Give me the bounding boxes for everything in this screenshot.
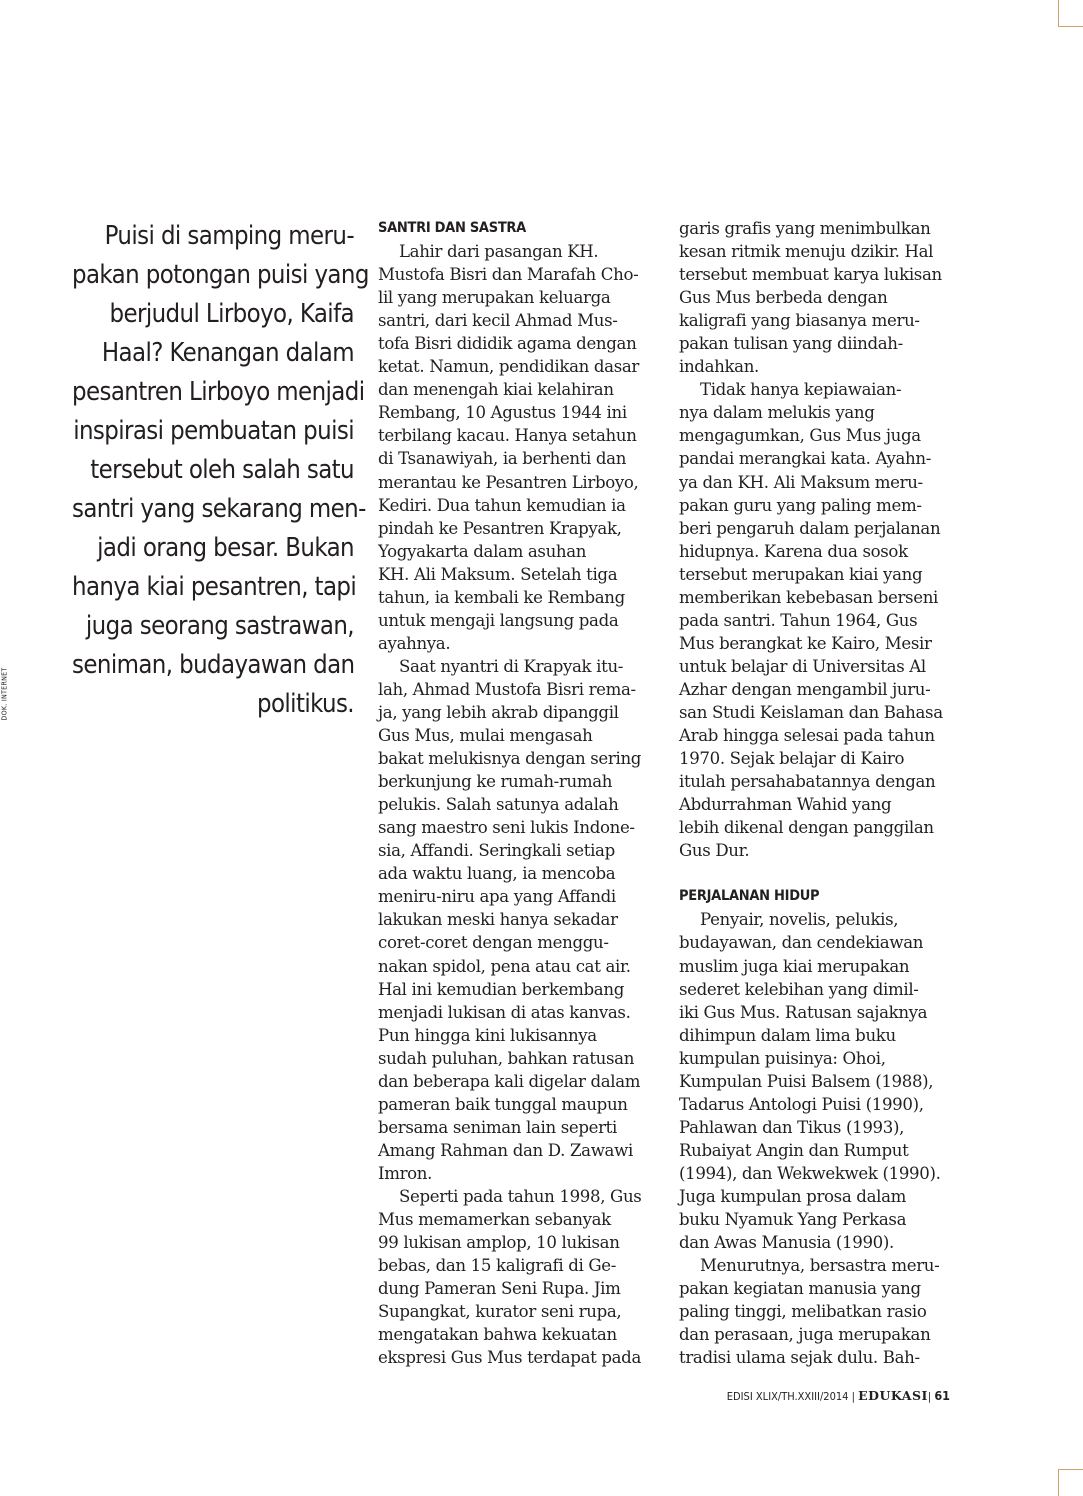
body-text-line: Rembang, 10 Agustus 1944 ini — [378, 403, 627, 423]
body-text-line: dan perasaan, juga merupakan — [679, 1325, 931, 1345]
body-text-line: ayahnya. — [378, 633, 451, 653]
body-text-line: Yogyakarta dalam asuhan — [378, 541, 587, 561]
body-text-line: sudah puluhan, bahkan ratusan — [378, 1048, 635, 1068]
body-text-line: lebih dikenal dengan panggilan — [679, 818, 934, 838]
pull-quote-line: Haal? Kenangan dalam — [101, 338, 354, 368]
body-text-line: tradisi ulama sejak dulu. Bah- — [679, 1348, 920, 1368]
body-text-line: Gus Dur. — [679, 841, 750, 861]
body-text-line: Lahir dari pasangan KH. — [399, 242, 599, 262]
body-text-line: iki Gus Mus. Ratusan sajaknya — [679, 1002, 928, 1022]
body-text-line: budayawan, dan cendekiawan — [679, 933, 924, 953]
body-text-line: bakat melukisnya dengan sering — [378, 749, 642, 769]
photo-credit: DOK. INTERNET — [0, 667, 9, 721]
body-text-line: pada santri. Tahun 1964, Gus — [679, 610, 918, 630]
body-text-line: kumpulan puisinya: Ohoi, — [679, 1048, 886, 1068]
column-2-body-a — [679, 217, 959, 862]
pull-quote-line: berjudul Lirboyo, Kaifa — [109, 299, 354, 329]
body-text-line: ada waktu luang, ia mencoba — [378, 864, 616, 884]
body-text-line: ja, yang lebih akrab dipanggil — [378, 702, 619, 722]
crop-mark-bottom — [1058, 1469, 1083, 1496]
column-2-body-b — [679, 908, 959, 1369]
crop-mark-top — [1058, 0, 1083, 27]
body-text-line: sang maestro seni lukis Indone- — [378, 818, 635, 838]
pull-quote-line: pesantren Lirboyo menjadi — [72, 377, 365, 407]
body-text-line: dihimpun dalam lima buku — [679, 1025, 896, 1045]
body-text-line: nakan spidol, pena atau cat air. — [378, 956, 631, 976]
body-text-line: di Tsanawiyah, ia berhenti dan — [378, 449, 627, 469]
magazine-name: EDUKASI — [858, 1388, 928, 1403]
body-text-line: paling tinggi, melibatkan rasio — [679, 1302, 927, 1322]
body-text-line: pelukis. Salah satunya adalah — [378, 795, 619, 815]
body-text-line: itulah persahabatannya dengan — [679, 772, 936, 792]
body-text-line: buku Nyamuk Yang Perkasa — [679, 1210, 907, 1230]
body-text-line: Menurutnya, bersastra meru- — [700, 1256, 940, 1276]
body-text-line: pameran baik tunggal maupun — [378, 1094, 628, 1114]
pull-quote — [72, 217, 369, 724]
body-text-line: pakan kegiatan manusia yang — [679, 1279, 921, 1299]
body-text-line: memberikan kebebasan berseni — [679, 587, 938, 607]
body-text-line: Hal ini kemudian berkembang — [378, 979, 624, 999]
body-text-line: Mus memamerkan sebanyak — [378, 1210, 611, 1230]
body-text-line: mengatakan bahwa kekuatan — [378, 1325, 617, 1345]
article-column-2 — [679, 217, 959, 1369]
body-text-line: pakan tulisan yang diindah- — [679, 334, 903, 354]
body-text-line: Amang Rahman dan D. Zawawi — [378, 1140, 633, 1160]
body-text-line: bersama seniman lain seperti — [378, 1117, 617, 1137]
body-text-line: Abdurrahman Wahid yang — [679, 795, 892, 815]
body-text-line: Imron. — [378, 1163, 433, 1183]
footer-separator: | — [851, 1390, 855, 1403]
body-text-line: ekspresi Gus Mus terdapat pada — [378, 1348, 641, 1368]
body-text-line: meniru-niru apa yang Affandi — [378, 887, 616, 907]
page-number: 61 — [934, 1388, 950, 1403]
body-text-line: san Studi Keislaman dan Bahasa — [679, 702, 943, 722]
issue-label: EDISI XLIX/TH.XXIII/2014 — [726, 1390, 849, 1403]
pull-quote-line: politikus. — [257, 689, 354, 719]
body-text-line: ketat. Namun, pendidikan dasar — [378, 357, 639, 377]
body-text-line: Gus Mus berbeda dengan — [679, 288, 888, 308]
body-text-line: lakukan meski hanya sekadar — [378, 910, 618, 930]
body-text-line: Kumpulan Puisi Balsem (1988), — [679, 1071, 934, 1091]
column-1-body — [378, 240, 658, 1369]
body-text-line: muslim juga kiai merupakan — [679, 956, 910, 976]
article-column-1 — [378, 217, 658, 1369]
body-text-line: garis grafis yang menimbulkan — [679, 219, 931, 238]
pull-quote-line: inspirasi pembuatan puisi — [73, 416, 354, 446]
body-text-line: Seperti pada tahun 1998, Gus — [399, 1186, 642, 1206]
body-text-line: berkunjung ke rumah-rumah — [378, 772, 613, 792]
body-text-line: Kediri. Dua tahun kemudian ia — [378, 495, 626, 515]
body-text-line: kesan ritmik menuju dzikir. Hal — [679, 242, 934, 262]
body-text-line: tofa Bisri dididik agama dengan — [378, 334, 637, 354]
body-text-line: untuk belajar di Universitas Al — [679, 656, 926, 676]
body-text-line: Saat nyantri di Krapyak itu- — [399, 656, 624, 676]
body-text-line: coret-coret dengan menggu- — [378, 933, 609, 953]
body-text-line: Rubaiyat Angin dan Rumput — [679, 1140, 909, 1160]
paragraph-gap — [679, 862, 959, 885]
pull-quote-line: jadi orang besar. Bukan — [97, 533, 354, 563]
body-text-line: lil yang merupakan keluarga — [378, 288, 611, 308]
pull-quote-line: tersebut oleh salah satu — [90, 455, 354, 485]
body-text-line: merantau ke Pesantren Lirboyo, — [378, 472, 639, 492]
body-text-line: Supangkat, kurator seni rupa, — [378, 1302, 622, 1322]
body-text-line: dan menengah kiai kelahiran — [378, 380, 614, 400]
body-text-line: Azhar dengan mengambil juru- — [679, 679, 931, 699]
body-text-line: pandai merangkai kata. Ayahn- — [679, 449, 931, 469]
pull-quote-line: pakan potongan puisi yang — [72, 260, 369, 290]
body-text-line: (1994), dan Wekwekwek (1990). — [679, 1163, 941, 1183]
body-text-line: tersebut membuat karya lukisan — [679, 265, 942, 285]
footer-separator: | — [927, 1390, 932, 1403]
pull-quote-line: Puisi di samping meru- — [104, 221, 354, 251]
body-text-line: lah, Ahmad Mustofa Bisri rema- — [378, 679, 636, 699]
body-text-line: dung Pameran Seni Rupa. Jim — [378, 1279, 621, 1299]
body-text-line: dan Awas Manusia (1990). — [679, 1233, 894, 1253]
body-text-line: bebas, dan 15 kaligrafi di Ge- — [378, 1256, 617, 1276]
body-text-line: Pahlawan dan Tikus (1993), — [679, 1117, 904, 1137]
body-text-line: santri, dari kecil Ahmad Mus- — [378, 311, 618, 331]
body-text-line: Juga kumpulan prosa dalam — [679, 1186, 907, 1206]
body-text-line: nya dalam melukis yang — [679, 403, 875, 423]
body-text-line: 1970. Sejak belajar di Kairo — [679, 749, 905, 769]
body-text-line: tahun, ia kembali ke Rembang — [378, 587, 625, 607]
body-text-line: 99 lukisan amplop, 10 lukisan — [378, 1233, 620, 1253]
body-text-line: ya dan KH. Ali Maksum meru- — [679, 472, 923, 492]
pull-quote-line: seniman, budayawan dan — [72, 650, 355, 680]
body-text-line: pakan guru yang paling mem- — [679, 495, 922, 515]
body-text-line: Penyair, novelis, pelukis, — [700, 910, 899, 930]
body-text-line: sederet kelebihan yang dimil- — [679, 979, 919, 999]
body-text-line: Tadarus Antologi Puisi (1990), — [679, 1094, 924, 1114]
body-text-line: kaligrafi yang biasanya meru- — [679, 311, 920, 331]
body-text-line: tersebut merupakan kiai yang — [679, 564, 923, 584]
pull-quote-line: hanya kiai pesantren, tapi — [72, 572, 357, 602]
body-text-line: KH. Ali Maksum. Setelah tiga — [378, 564, 618, 584]
pull-quote-line: santri yang sekarang men- — [72, 494, 366, 524]
section-heading-perjalanan-hidup: PERJALANAN HIDUP — [679, 888, 820, 905]
body-text-line: Mus berangkat ke Kairo, Mesir — [679, 633, 932, 653]
body-text-line: sia, Affandi. Seringkali setiap — [378, 841, 615, 861]
body-text-line: terbilang kacau. Hanya setahun — [378, 426, 637, 446]
section-heading-santri-dan-sastra: SANTRI DAN SASTRA — [378, 220, 526, 236]
body-text-line: Mustofa Bisri dan Marafah Cho- — [378, 265, 639, 285]
body-text-line: Tidak hanya kepiawaian- — [700, 380, 902, 400]
body-text-line: untuk mengaji langsung pada — [378, 610, 619, 630]
body-text-line: Arab hingga selesai pada tahun — [679, 726, 935, 746]
body-text-line: pindah ke Pesantren Krapyak, — [378, 518, 622, 538]
pull-quote-line: juga seorang sastrawan, — [85, 611, 354, 641]
page-footer — [727, 1388, 950, 1403]
body-text-line: beri pengaruh dalam perjalanan — [679, 518, 941, 538]
body-text-line: Gus Mus, mulai mengasah — [378, 726, 593, 746]
body-text-line: menjadi lukisan di atas kanvas. — [378, 1002, 631, 1022]
body-text-line: Pun hingga kini lukisannya — [378, 1025, 597, 1045]
body-text-line: indahkan. — [679, 357, 759, 377]
body-text-line: dan beberapa kali digelar dalam — [378, 1071, 641, 1091]
body-text-line: mengagumkan, Gus Mus juga — [679, 426, 921, 446]
body-text-line: hidupnya. Karena dua sosok — [679, 541, 908, 561]
